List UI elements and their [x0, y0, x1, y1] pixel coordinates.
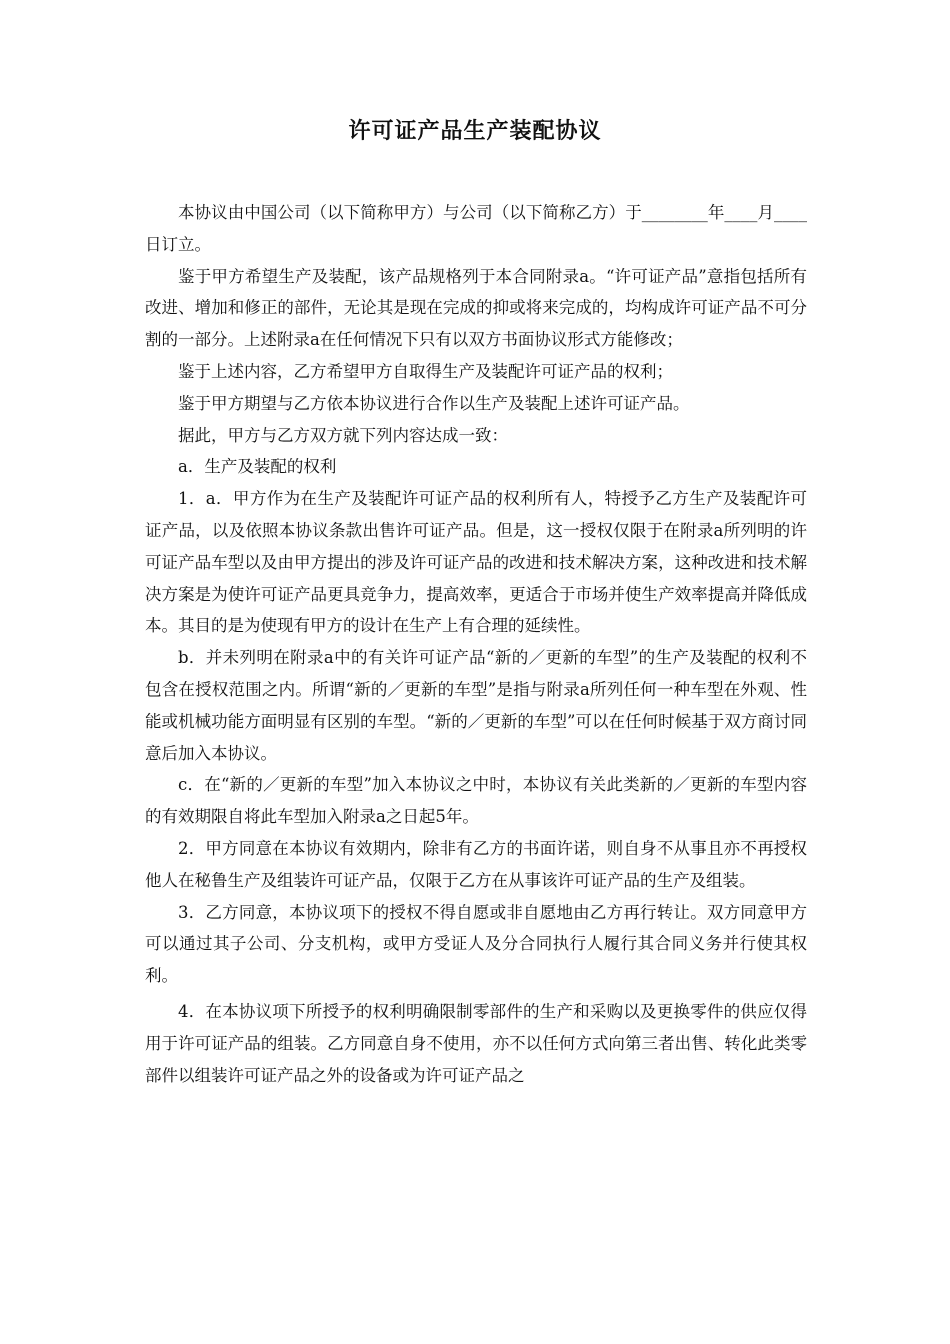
clause-4: 4．在本协议项下所授予的权利明确限制零部件的生产和采购以及更换零件的供应仅得用于许可证产品的组装。乙方同意自身不使用，亦不以任何方式向第三者出售、转化此类零部件以组装许可证产品之外的设备或为许可证产品之 [145, 1001, 807, 1085]
clause-2: 2．甲方同意在本协议有效期内，除非有乙方的书面许诺，则自身不从事且亦不再授权他人在秘鲁生产及组装许可证产品，仅限于乙方在从事该许可证产品的生产及组装。 [145, 838, 807, 890]
clause-3: 3．乙方同意，本协议项下的授权不得自愿或非自愿地由乙方再行转让。双方同意甲方可以通过其子公司、分支机构，或甲方受证人及分合同执行人履行其合同义务并行使其权利。 [145, 902, 807, 986]
paragraph-agreement: 据此，甲方与乙方双方就下列内容达成一致： [178, 425, 508, 445]
paragraph-whereas-2: 鉴于上述内容，乙方希望甲方自取得生产及装配许可证产品的权利； [178, 361, 673, 381]
paragraph-preamble: 本协议由中国公司（以下简称甲方）与公司（以下简称乙方）于________年____月____日订立。 [145, 203, 807, 254]
document-body [145, 197, 807, 1091]
clause-1a: 1．a．甲方作为在生产及装配许可证产品的权利所有人，特授予乙方生产及装配许可证产品，以及依照本协议条款出售许可证产品。但是，这一授权仅限于在附录a所列明的许可证产品车型以及由甲方提出的涉及许可证产品的改进和技术解决方案，这种改进和技术解决方案是为使许可证产品更具竞争力，提高效率，更适合于市场并使生产效率提高并降低成本。其目的是为使现有甲方的设计在生产上有合理的延续性。 [145, 489, 807, 636]
clause-1c: c．在“新的／更新的车型”加入本协议之中时，本协议有关此类新的／更新的车型内容的有效期限自将此车型加入附录a之日起5年。 [145, 775, 807, 827]
clause-1b: b．并未列明在附录a中的有关许可证产品“新的／更新的车型”的生产及装配的权利不包含在授权范围之内。所谓“新的／更新的车型”是指与附录a所列任何一种车型在外观、性能或机械功能方面明显有区别的车型。“新的／更新的车型”可以在任何时候基于双方商讨同意后加入本协议。 [145, 648, 807, 763]
paragraph-whereas-3: 鉴于甲方期望与乙方依本协议进行合作以生产及装配上述许可证产品。 [178, 393, 690, 413]
section-heading-a: a．生产及装配的权利 [178, 457, 337, 477]
document-title: 许可证产品生产装配协议 [348, 119, 602, 144]
paragraph-whereas-1: 鉴于甲方希望生产及装配，该产品规格列于本合同附录a。“许可证产品”意指包括所有改进、增加和修正的部件，无论其是现在完成的抑或将来完成的，均构成许可证产品不可分割的一部分。上述附录a在任何情况下只有以双方书面协议形式方能修改； [145, 266, 807, 350]
